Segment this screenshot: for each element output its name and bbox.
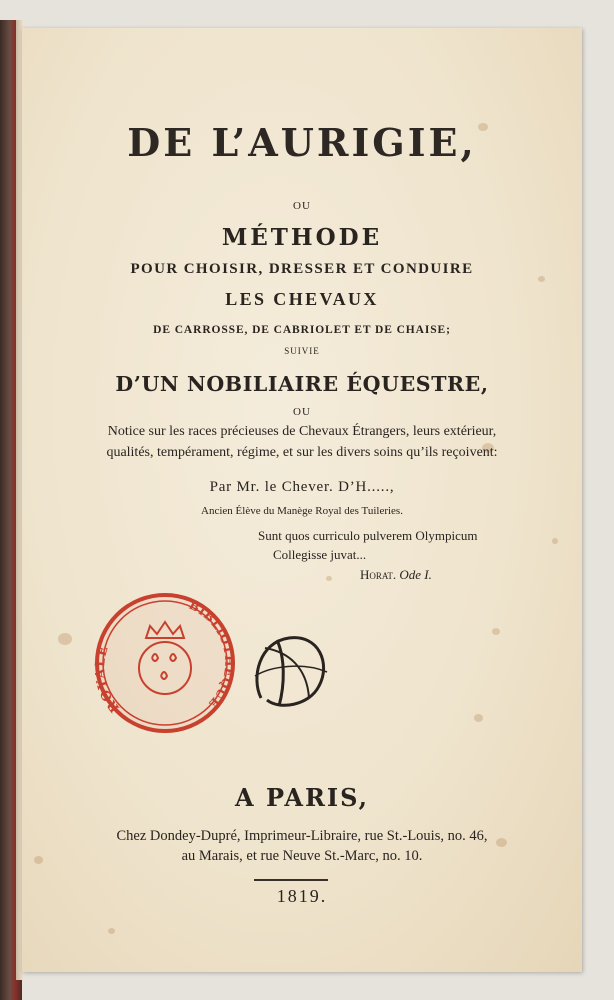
stamp-text-right: BIBLIOTHEQUE	[186, 597, 237, 712]
stamp-text-left: ROYALE	[92, 643, 124, 715]
main-title: DE L’AURIGIE,	[127, 120, 477, 165]
connector-ou: OU	[293, 200, 311, 212]
foxing-spot	[58, 633, 72, 645]
epigraph-line-1: Sunt quos curriculo pulverem Olympicum	[258, 528, 478, 543]
divider-rule	[254, 879, 328, 881]
foxing-spot	[552, 538, 558, 544]
place-of-publication: A PARIS,	[235, 783, 369, 812]
foxing-spot	[474, 714, 483, 722]
imprint-line-1: Chez Dondey-Dupré, Imprimeur-Libraire, rue St.-Louis, no. 46,	[116, 828, 488, 844]
subtitle-line-4: DE CARROSSE, DE CABRIOLET ET DE CHAISE;	[153, 324, 451, 336]
subtitle-methode: MÉTHODE	[221, 224, 383, 251]
epigraph-line-2: Collegisse juvat...	[273, 547, 367, 562]
publisher-monogram	[249, 628, 333, 714]
foxing-spot	[108, 928, 115, 934]
foxing-spot	[326, 576, 332, 581]
epigraph-author: Horat.	[360, 567, 397, 582]
notice-line-1: Notice sur les races précieuses de Chevaux Étrangers, leurs extérieur,	[107, 424, 497, 439]
foxing-spot	[492, 628, 500, 635]
subtitle-line-3: LES CHEVAUX	[225, 289, 379, 309]
subtitle-line-2: POUR CHOISIR, DRESSER ET CONDUIRE	[130, 261, 474, 277]
second-title: D’UN NOBILIAIRE ÉQUESTRE,	[115, 372, 489, 396]
connector-ou-2: OU	[293, 406, 311, 418]
imprint-line-2: au Marais, et rue Neuve St.-Marc, no. 10.	[181, 848, 423, 864]
author-description: Ancien Élève du Manège Royal des Tuileries.	[201, 505, 403, 517]
epigraph-attribution	[360, 567, 432, 583]
title-page	[22, 28, 582, 972]
connector-suivie: SUIVIE	[284, 346, 320, 356]
author-line: Par Mr. le Chever. D’H.....,	[209, 479, 395, 495]
library-stamp	[90, 588, 240, 738]
epigraph-work: Ode I.	[399, 567, 432, 582]
notice-line-2: qualités, tempérament, régime, et sur les divers soins qu’ils reçoivent:	[106, 445, 498, 460]
publication-year: 1819.	[276, 886, 328, 906]
